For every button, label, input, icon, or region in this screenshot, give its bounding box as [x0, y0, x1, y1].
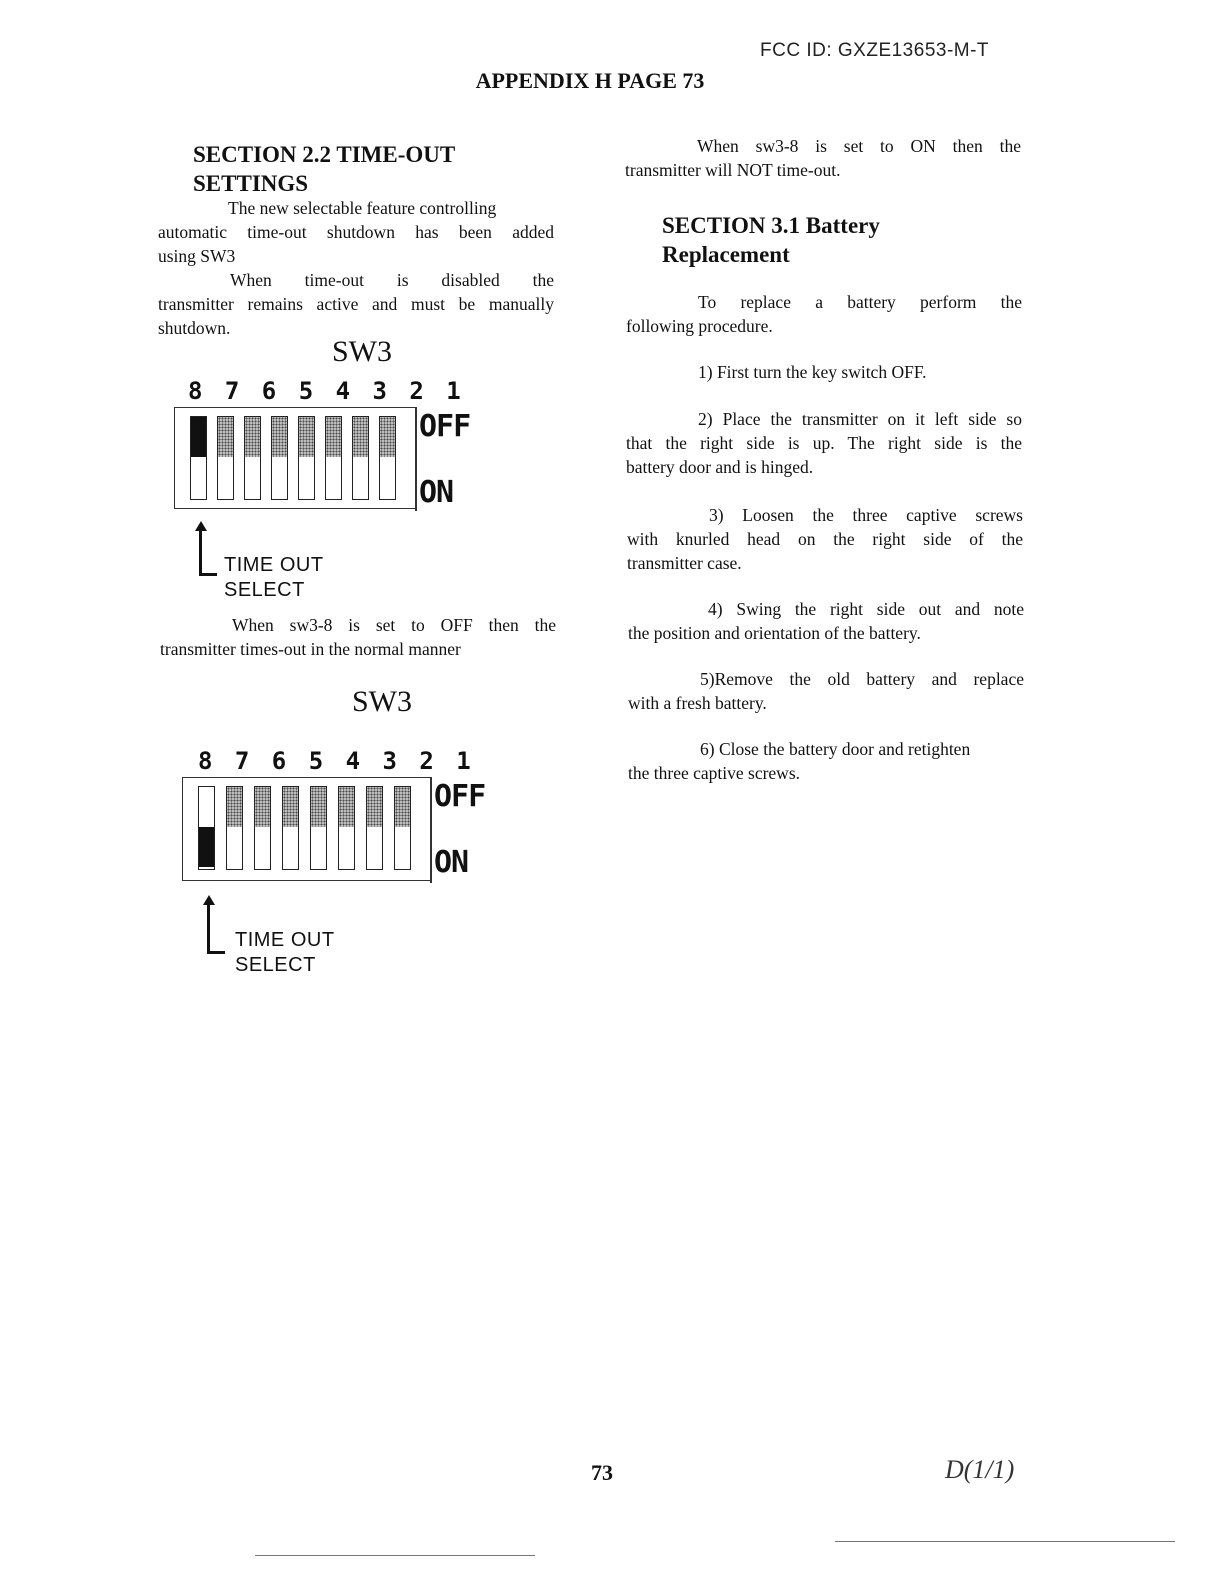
text-line: battery door and is hinged.	[626, 457, 814, 477]
text-line: To replace a battery perform the	[698, 292, 1022, 312]
text-line: with knurled head on the right side of the	[627, 529, 1023, 549]
appendix-title: APPENDIX H PAGE 73	[475, 68, 705, 93]
bracket-line	[199, 530, 202, 576]
label-line: SELECT	[224, 579, 305, 601]
text-line: 5)Remove the old battery and replace	[700, 669, 1024, 689]
bracket-line	[207, 904, 210, 954]
dip-switch-4	[298, 416, 315, 500]
paragraph-off-description	[160, 613, 556, 661]
text-line: the three captive screws.	[628, 763, 801, 783]
dip-switch-box	[182, 777, 432, 881]
section-title-line: SETTINGS	[193, 171, 309, 196]
switch-numbers: 8 7 6 5 4 3 2 1	[188, 377, 465, 405]
dip-switch-3	[325, 416, 342, 500]
text-line: 2) Place the transmitter on it left side so	[698, 409, 1022, 429]
time-out-select-label	[235, 928, 335, 978]
step-2	[626, 407, 1022, 479]
fcc-id: FCC ID: GXZE13653-M-T	[760, 40, 990, 61]
switch-knob	[395, 787, 410, 827]
label-line: SELECT	[235, 954, 316, 976]
off-label: OFF	[434, 779, 486, 814]
text-line: When sw3-8 is set to OFF then the	[232, 615, 556, 635]
switch-knob	[311, 787, 326, 827]
off-label: OFF	[419, 409, 471, 444]
dip-switch-5	[271, 416, 288, 500]
text-line: The new selectable feature controlling	[228, 198, 497, 218]
dip-switch-7	[217, 416, 234, 500]
switch-knob	[380, 417, 395, 457]
sw3-diagram-off	[150, 335, 490, 615]
switch-knob	[339, 787, 354, 827]
bracket-line	[207, 951, 225, 954]
time-out-select-label	[224, 553, 324, 603]
dip-switch-6	[254, 786, 271, 870]
section-title-line: Replacement	[662, 242, 790, 267]
text-line: transmitter times-out in the normal manner	[160, 639, 461, 659]
text-line: the position and orientation of the battery.	[628, 623, 921, 643]
text-line: transmitter will NOT time-out.	[625, 160, 841, 180]
paragraph-timeout-feature	[158, 196, 554, 340]
text-line: 3) Loosen the three captive screws	[709, 505, 1023, 525]
switch-knob	[272, 417, 287, 457]
switch-knob	[218, 417, 233, 457]
bracket-line	[199, 573, 217, 576]
switch-knob	[191, 417, 206, 457]
text-line: When sw3-8 is set to ON then the	[697, 136, 1021, 156]
paragraph-intro	[626, 290, 1022, 338]
text-line: When time-out is disabled the	[230, 270, 554, 290]
switch-numbers: 8 7 6 5 4 3 2 1	[198, 747, 475, 775]
step-4	[628, 597, 1024, 645]
scan-line	[835, 1541, 1175, 1542]
text-line: 1) First turn the key switch OFF.	[698, 362, 927, 382]
section-title-line: SECTION 2.2 TIME-OUT	[193, 142, 456, 167]
switch-knob	[255, 787, 270, 827]
text-line: using SW3	[158, 246, 236, 266]
text-line: with a fresh battery.	[628, 693, 767, 713]
text-line: transmitter remains active and must be manually	[158, 294, 554, 314]
dip-switch-2	[352, 416, 369, 500]
switch-knob	[299, 417, 314, 457]
dip-switch-7	[226, 786, 243, 870]
page-number: 73	[591, 1460, 613, 1485]
dip-switch-4	[310, 786, 327, 870]
dip-switch-5	[282, 786, 299, 870]
dip-switch-8	[190, 416, 207, 500]
dip-switch-box	[174, 407, 416, 509]
diagram-title: SW3	[332, 335, 392, 368]
switch-knob	[199, 827, 214, 867]
sw3-diagram-on	[160, 685, 510, 995]
step-1	[626, 360, 1022, 384]
text-line: transmitter case.	[627, 553, 742, 573]
switch-knob	[283, 787, 298, 827]
text-line: automatic time-out shutdown has been added	[158, 222, 554, 242]
separator-line	[415, 407, 417, 511]
text-line: following procedure.	[626, 316, 773, 336]
label-line: TIME OUT	[224, 554, 324, 576]
switch-knob	[227, 787, 242, 827]
switch-knob	[367, 787, 382, 827]
switch-knob	[326, 417, 341, 457]
text-line: that the right side is up. The right side is the	[626, 433, 1022, 453]
dip-switch-1	[379, 416, 396, 500]
section-3-1-title	[662, 211, 880, 269]
text-line: shutdown.	[158, 318, 231, 338]
section-2-2-title	[193, 140, 455, 198]
handwritten-mark: D(1/1)	[945, 1455, 1015, 1484]
dip-switch-6	[244, 416, 261, 500]
switch-knob	[353, 417, 368, 457]
paragraph-on-description	[625, 134, 1021, 182]
diagram-title: SW3	[352, 685, 412, 718]
on-label: ON	[419, 475, 454, 510]
text-line: 4) Swing the right side out and note	[708, 599, 1024, 619]
step-6	[628, 737, 1026, 785]
text-line: 6) Close the battery door and retighten	[700, 739, 971, 759]
on-label: ON	[434, 845, 469, 880]
separator-line	[430, 777, 432, 883]
dip-switch-3	[338, 786, 355, 870]
dip-switch-1	[394, 786, 411, 870]
step-3	[627, 503, 1023, 575]
scan-line	[255, 1555, 535, 1556]
dip-switch-8	[198, 786, 215, 870]
dip-switch-2	[366, 786, 383, 870]
label-line: TIME OUT	[235, 929, 335, 951]
section-title-line: SECTION 3.1 Battery	[662, 213, 880, 238]
step-5	[628, 667, 1024, 715]
switch-knob	[245, 417, 260, 457]
